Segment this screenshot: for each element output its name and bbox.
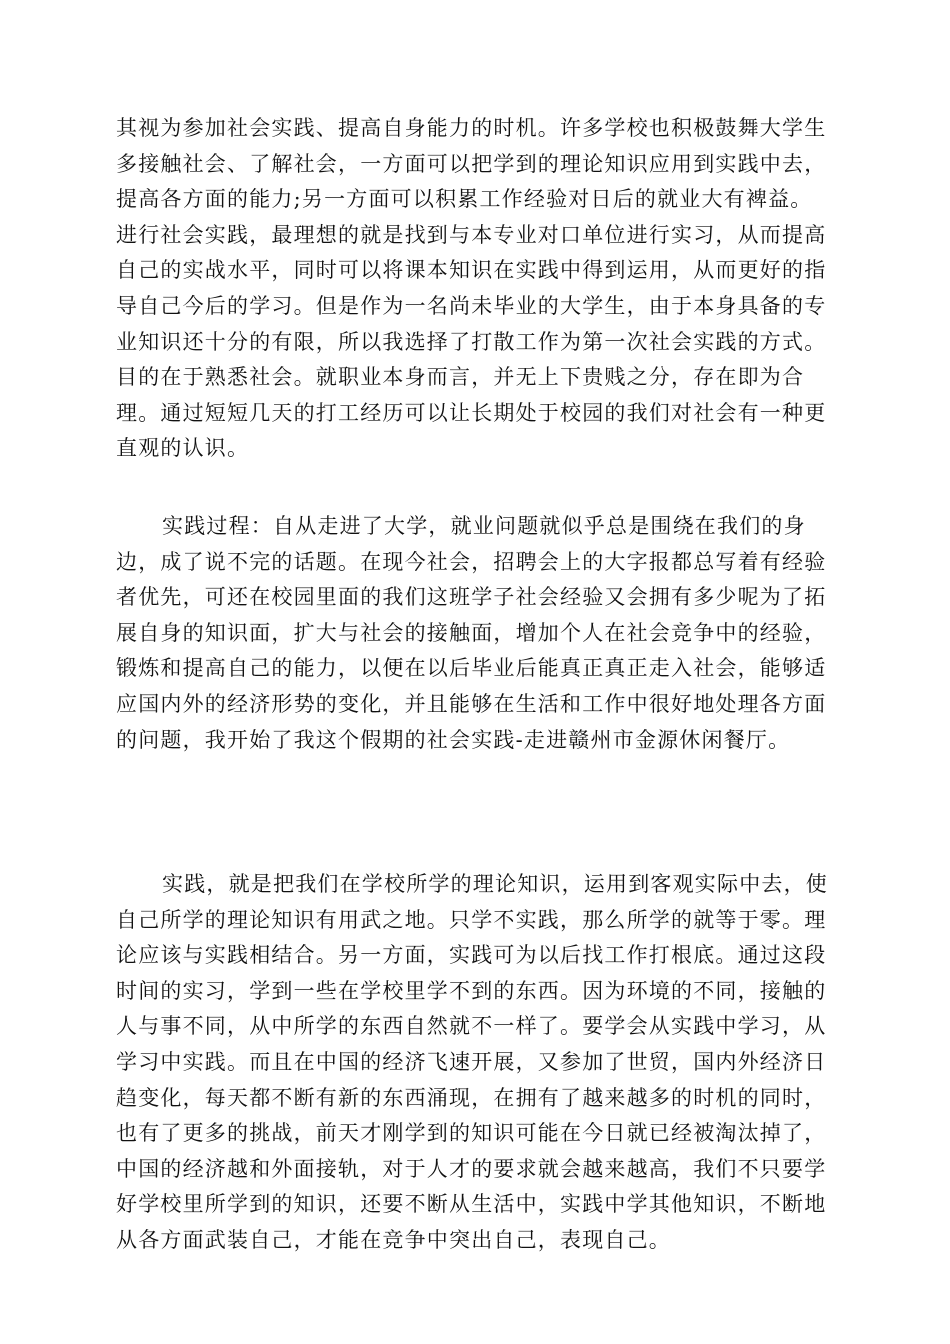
paragraph-3 xyxy=(116,867,836,1259)
text-line: 实践过程：自从走进了大学，就业问题就似乎总是围绕在我们的身 xyxy=(162,514,806,538)
text-line: 论应该与实践相结合。另一方面，实践可为以后找工作打根底。通过这段 xyxy=(116,943,827,968)
text-line: 业知识还十分的有限，所以我选择了打散工作为第一次社会实践的方式。 xyxy=(116,329,827,354)
text-line: 自己所学的理论知识有用武之地。只学不实践，那么所学的就等于零。理 xyxy=(116,907,827,932)
text-line: 人与事不同，从中所学的东西自然就不一样了。要学会从实践中学习，从 xyxy=(116,1014,827,1039)
text-line: 中国的经济越和外面接轨，对于人才的要求就会越来越高，我们不只要学 xyxy=(116,1156,827,1181)
paragraph-2 xyxy=(116,509,836,758)
text-line: 自己的实战水平，同时可以将课本知识在实践中得到运用，从而更好的指 xyxy=(116,258,827,283)
text-line: 多接触社会、了解社会，一方面可以把学到的理论知识应用到实践中去， xyxy=(116,151,827,176)
text-line: 也有了更多的挑战，前天才刚学到的知识可能在今日就已经被淘汰掉了， xyxy=(116,1121,827,1146)
text-line: 应国内外的经济形势的变化，并且能够在生活和工作中很好地处理各方面 xyxy=(116,691,827,716)
text-line: 目的在于熟悉社会。就职业本身而言，并无上下贵贱之分，存在即为合 xyxy=(116,365,805,390)
text-line: 进行社会实践，最理想的就是找到与本专业对口单位进行实习，从而提高 xyxy=(116,222,827,247)
text-line: 趋变化，每天都不断有新的东西涌现，在拥有了越来越多的时机的同时， xyxy=(116,1085,827,1110)
text-line: 导自己今后的学习。但是作为一名尚未毕业的大学生，由于本身具备的专 xyxy=(116,293,827,318)
text-line: 其视为参加社会实践、提高自身能力的时机。许多学校也积极鼓舞大学生 xyxy=(116,116,827,140)
text-line: 实践，就是把我们在学校所学的理论知识，运用到客观实际中去，使 xyxy=(162,872,828,896)
text-line: 者优先，可还在校园里面的我们这班学子社会经验又会拥有多少呢为了拓 xyxy=(116,585,827,610)
text-line: 理。通过短短几天的打工经历可以让长期处于校园的我们对社会有一种更 xyxy=(116,400,827,425)
text-line: 好学校里所学到的知识，还要不断从生活中，实践中学其他知识，不断地 xyxy=(116,1192,827,1217)
text-line: 锻炼和提高自己的能力，以便在以后毕业后能真正真正走入社会，能够适 xyxy=(116,656,827,681)
text-line: 学习中实践。而且在中国的经济飞速开展，又参加了世贸，国内外经济日 xyxy=(116,1049,827,1074)
text-line: 提高各方面的能力;另一方面可以积累工作经验对日后的就业大有裨益。 xyxy=(116,187,813,212)
text-line: 直观的认识。 xyxy=(116,436,250,461)
text-line: 时间的实习，学到一些在学校里学不到的东西。因为环境的不同，接触的 xyxy=(116,978,827,1003)
text-line: 从各方面武装自己，才能在竞争中突出自己，表现自己。 xyxy=(116,1227,671,1252)
text-line: 边，成了说不完的话题。在现今社会，招聘会上的大字报都总写着有经验 xyxy=(116,549,827,574)
text-line: 的问题，我开始了我这个假期的社会实践-走进赣州市金源休闲餐厅。 xyxy=(116,727,791,752)
text-line: 展自身的知识面，扩大与社会的接触面，增加个人在社会竞争中的经验， xyxy=(116,620,827,645)
paragraph-1 xyxy=(116,111,836,467)
